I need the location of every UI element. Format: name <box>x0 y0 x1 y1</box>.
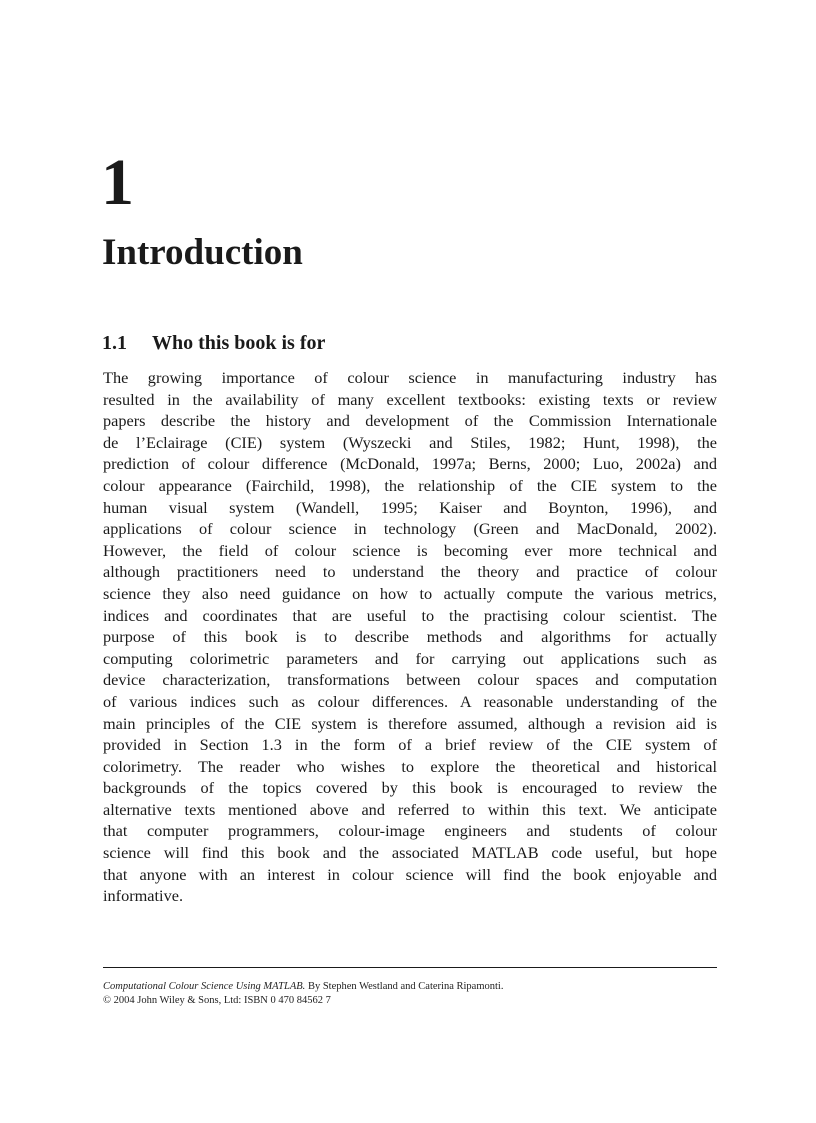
footer-authors: By Stephen Westland and Caterina Ripamonti. <box>305 981 504 992</box>
body-line: computing colorimetric parameters and for carrying out applications such as <box>103 648 717 668</box>
body-line: The growing importance of colour science in manufacturing industry has <box>103 368 717 387</box>
section-title: Who this book is for <box>152 332 326 354</box>
footer-citation <box>103 980 717 994</box>
section-number: 1.1 <box>102 332 127 354</box>
body-line: that anyone with an interest in colour science will find the book enjoyable and <box>103 864 717 884</box>
body-line: science they also need guidance on how to actually compute the various metrics, <box>103 583 717 603</box>
footnote-divider <box>103 967 717 968</box>
body-line: provided in Section 1.3 in the form of a brief review of the CIE system of <box>103 735 717 755</box>
body-paragraph <box>103 367 717 907</box>
body-line: backgrounds of the topics covered by this book is encouraged to review the <box>103 778 717 798</box>
body-line: applications of colour science in technology (Green and MacDonald, 2002). <box>103 519 717 539</box>
body-line: prediction of colour difference (McDonald, 1997a; Berns, 2000; Luo, 2002a) and <box>103 454 717 474</box>
page-footer <box>103 980 717 1007</box>
body-line: papers describe the history and development of the Commission Internationale <box>103 411 717 431</box>
body-line: although practitioners need to understand the theory and practice of colour <box>103 562 717 582</box>
body-line: However, the field of colour science is becoming ever more technical and <box>103 540 717 560</box>
body-line: de l’Eclairage (CIE) system (Wyszecki and Stiles, 1982; Hunt, 1998), the <box>103 432 717 452</box>
footer-copyright: © 2004 John Wiley & Sons, Ltd: ISBN 0 470 84562 7 <box>103 994 331 1006</box>
body-line: of various indices such as colour differences. A reasonable understanding of the <box>103 691 717 711</box>
chapter-number: 1 <box>101 146 134 219</box>
body-line: human visual system (Wandell, 1995; Kaiser and Boynton, 1996), and <box>103 497 717 517</box>
body-line: informative. <box>103 886 184 906</box>
chapter-title: Introduction <box>102 232 303 273</box>
body-line: alternative texts mentioned above and referred to within this text. We anticipate <box>103 799 717 819</box>
body-line: purpose of this book is to describe methods and algorithms for actually <box>103 627 717 647</box>
footer-book-title: Computational Colour Science Using MATLAB. <box>103 981 306 992</box>
body-line: that computer programmers, colour-image engineers and students of colour <box>103 821 717 841</box>
section-heading <box>102 333 325 353</box>
body-line: colorimetry. The reader who wishes to explore the theoretical and historical <box>103 756 717 776</box>
body-line: main principles of the CIE system is therefore assumed, although a revision aid is <box>103 713 717 733</box>
body-line: science will find this book and the associated MATLAB code useful, but hope <box>103 843 717 863</box>
body-line: device characterization, transformations between colour spaces and computation <box>103 670 717 690</box>
body-line: colour appearance (Fairchild, 1998), the relationship of the CIE system to the <box>103 475 717 495</box>
body-line: indices and coordinates that are useful to the practising colour scientist. The <box>103 605 717 625</box>
body-line: resulted in the availability of many excellent textbooks: existing texts or review <box>103 389 717 409</box>
